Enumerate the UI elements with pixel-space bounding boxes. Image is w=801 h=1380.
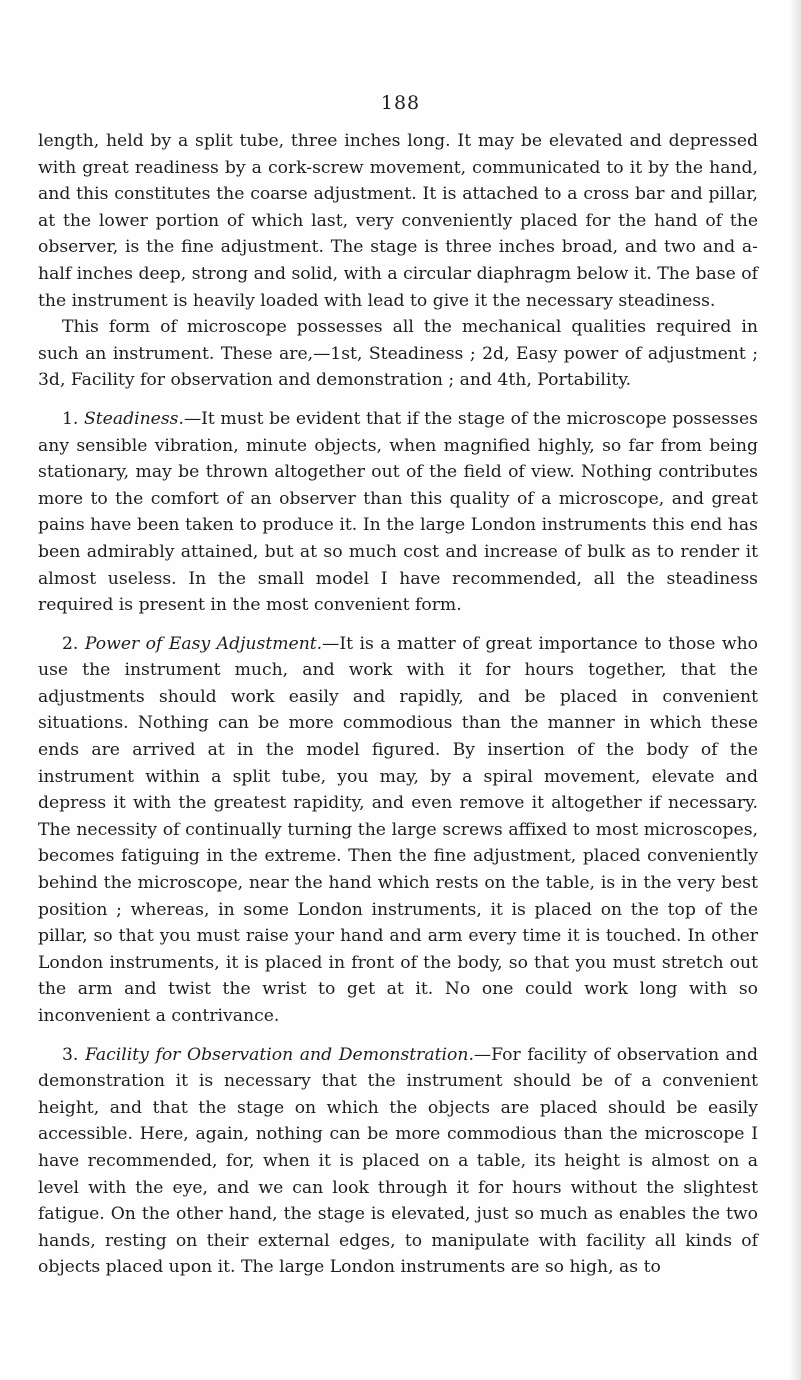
paragraph-steadiness: [38, 406, 758, 619]
paragraph-observation: [38, 1042, 758, 1281]
section-number: 3.: [62, 1044, 79, 1065]
paragraph-text: —It is a matter of great importance to those who use the instrument much, and work with it for hours together, that the adjustments should work easily and rapidly, and be placed in convenient situations. Nothing can be more commodious than the manner in which these ends are arrived at in the model figured. By insertion of the body of the instrument within a split tube, you may, by a spiral movement, elevate and depress it with the greatest rapidity, and even remove it altogether if necessary. The necessity of continually turning the large screws affixed to most microscopes, becomes fatiguing in the extreme. Then the fine adjustment, placed conveniently behind the microscope, near the hand which rests on the table, is in the very best position ; whereas, in some London instruments, it is placed on the top of the pillar, so that you must raise your hand and arm every time it is touched. In other London instruments, it is placed in front of the body, so that you must stretch out the arm and twist the wrist to get at it. No one could work long with so inconvenient a contrivance.: [38, 633, 758, 1026]
paragraph-text: length, held by a split tube, three inches long. It may be elevated and depressed with great readiness by a cork-screw movement, communicated to it by the hand, and this constitutes the coarse adjustment. It is attached to a cross bar and pillar, at the lower portion of which last, very conveniently placed for the hand of the observer, is the fine adjustment. The stage is three inches broad, and two and a-half inches deep, strong and solid, with a circular diaphragm below it. The base of the instrument is heavily loaded with lead to give it the necessary steadiness.: [38, 131, 758, 311]
section-number: 2.: [62, 633, 79, 654]
section-number: 1.: [62, 408, 79, 429]
paragraph-adjustment: [38, 631, 758, 1030]
paragraph-continuation: [38, 128, 758, 314]
section-heading: Power of Easy Adjustment.: [84, 633, 323, 654]
body-text: [38, 128, 758, 1293]
paragraph-text: This form of microscope possesses all the mechanical qualities required in such an instrument. These are,—1st, Steadiness ; 2d, Easy power of adjustment ; 3d, Facility for observation and demonstration ; and 4th, Portability.: [38, 317, 758, 391]
page-edge-shadow: [789, 0, 801, 1380]
paragraph-qualities: [38, 314, 758, 394]
paragraph-text: —It must be evident that if the stage of the microscope possesses any sensible vibration, minute objects, when magnified highly, so far from being stationary, may be thrown altogether out of the field of view. Nothing contributes more to the comfort of an observer than this quality of a microscope, and great pains have been taken to produce it. In the large London instruments this end has been admirably attained, but at so much cost and increase of bulk as to render it almost useless. In the small model I have recommended, all the steadiness required is present in the most convenient form.: [38, 408, 758, 616]
paragraph-text: —For facility of observation and demonstration it is necessary that the instrument should be of a convenient height, and that the stage on which the objects are placed should be easily accessible. Here, again, nothing can be more commodious than the microscope I have recommended, for, when it is placed on a table, its height is almost on a level with the eye, and we can look through it for hours without the slightest fatigue. On the other hand, the stage is elevated, just so much as enables the two hands, resting on their external edges, to manipulate with facility all kinds of objects placed upon it. The large London instruments are so high, as to: [38, 1044, 759, 1278]
section-heading: Facility for Observation and Demonstration.: [85, 1044, 474, 1065]
page-number: 188: [380, 92, 421, 114]
section-heading: Steadiness.: [84, 408, 184, 429]
